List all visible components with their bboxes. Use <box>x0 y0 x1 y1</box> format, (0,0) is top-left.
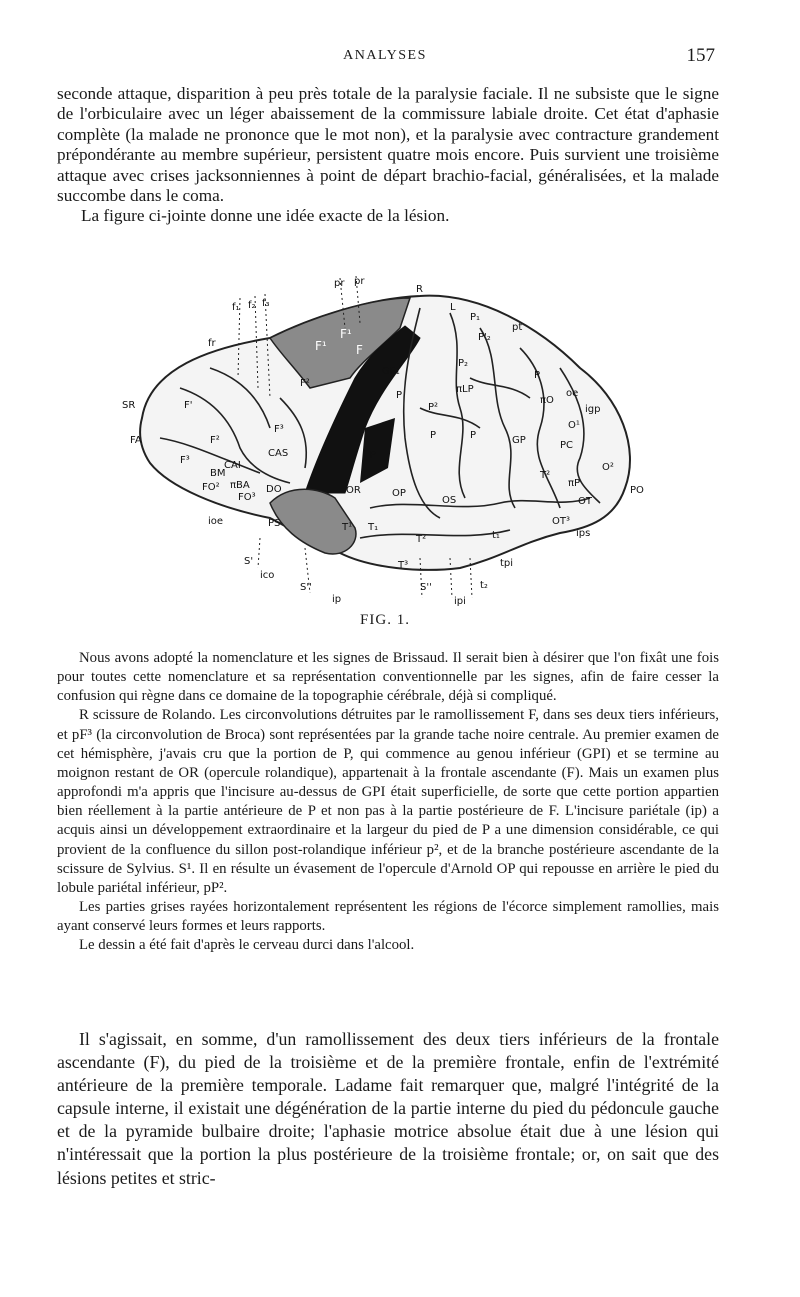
label-OR: OR <box>346 485 361 496</box>
label-fr: fr <box>208 338 216 349</box>
paragraph-continuation: seconde attaque, disparition à peu près totale de la paralysie faciale. Il ne subsiste que le signe de l'orbiculaire avec un léger abaissement de la commissure labiale droite. Cet état d'aphasie complète (la malade ne prononce que le mot non), et la paralysie avec contracture grandement prépondérante au membre supérieur, persistent quatre mois encore. Puis survient une troisième attaque avec crises jacksonniennes à point de départ brachio-facial, généralisées, et la malade succombe dans le coma. <box>57 84 719 206</box>
label-P-b: P <box>430 430 437 441</box>
label-ioe: ioe <box>208 516 224 527</box>
note-rolando: R scissure de Rolando. Les circonvolutions détruites par le ramollissement F, dans ses deux tiers inférieurs, et pF³ (la circonvolution de Broca) sont représentées par la grande tache noire centrale. Au premier examen de cet hémisphère, j'avais cru que la portion de P, qui commence au genou inférieur (GPI) et se termine au moignon restant de OR (opercule rolandique), appartenait à la frontale ascendante (F). Mais un examen plus approfondi m'a appris que l'incisure au-dessus de GPI était superficielle, de sorte que cette portion appartien bien réellement à la partie antérieure de P et non pas à la partie postérieure de F. L'incisure pariétale (ip) a acquis ainsi un développement extraordinaire et la largeur du pied de P a une dimension considérable, ce qui provient de la confluence du sillon post-rolandique inférieur p², et de la branche postérieure ascendante de la scissure de Sylvius. S¹. Il en résulte un évasement de l'opercule d'Arnold OP qui repousse en arrière le pied du lobule pariétal inférieur, pP². <box>57 707 719 896</box>
label-P-c: P <box>470 430 477 441</box>
label-P-d: P <box>534 370 541 381</box>
label-PL: πLP <box>456 384 474 395</box>
label-S3: S'' <box>420 582 432 593</box>
label-ip: ip <box>332 594 342 605</box>
label-BM: BM <box>210 468 226 479</box>
label-PO: PO <box>630 485 644 496</box>
label-ico: ico <box>260 570 275 581</box>
running-title: ANALYSES <box>343 48 427 63</box>
label-O1: O¹ <box>568 420 580 431</box>
label-Fa: F' <box>184 400 193 411</box>
label-FO2: FO² <box>202 482 220 493</box>
paragraph-figure-intro: La figure ci-jointe donne une idée exacte de la lésion. <box>81 206 450 226</box>
label-tpi: tpi <box>500 558 514 569</box>
note-nomenclature: Nous avons adopté la nomenclature et les signes de Brissaud. Il serait bien à désirer que l'on fixât une fois pour toutes cette nomenclature et sa représentation conventionnelle par les signes, afin de faire cesser la confusion qui règne dans ce domaine de la topographie cérébrale, déjà si compliqué. <box>57 650 719 705</box>
label-P2: P₂ <box>458 358 469 369</box>
label-nO: πO <box>540 395 554 406</box>
note-drawing: Le dessin a été fait d'après le cerveau durci dans l'alcool. <box>79 937 415 954</box>
label-P-e: P <box>370 450 377 461</box>
page-number: 157 <box>686 45 715 66</box>
top-paragraphs <box>57 84 719 227</box>
label-CAS: CAS <box>268 448 289 459</box>
label-O2: O² <box>602 462 614 473</box>
closing-paragraph-block <box>57 1028 719 1190</box>
label-f1: f₁ <box>232 302 240 313</box>
label-OT3: OT³ <box>552 516 570 527</box>
label-t1: t₁ <box>492 530 500 541</box>
label-T1b: T₁ <box>368 522 379 533</box>
label-SR: SR <box>122 400 136 411</box>
label-F1: F¹ <box>340 327 352 341</box>
label-Pprime: P'₂ <box>478 332 491 343</box>
label-L: L <box>450 302 456 313</box>
label-DO: DO <box>266 484 282 495</box>
label-f3: f₃ <box>262 298 270 309</box>
label-OT: OT <box>578 496 592 507</box>
brain-diagram <box>120 268 680 608</box>
label-FO3: FO³ <box>238 492 256 503</box>
label-GP1: GP₁ <box>382 366 400 377</box>
label-igp: igp <box>585 404 601 415</box>
figure-notes <box>57 649 719 956</box>
label-R: R <box>416 284 423 295</box>
label-pr2: pr <box>354 276 365 287</box>
label-GP: GP <box>512 435 526 446</box>
label-P-a: P <box>396 390 403 401</box>
label-CAI: CAI <box>224 460 241 471</box>
label-T2: T² <box>416 534 427 545</box>
label-PC: PC <box>560 440 574 451</box>
label-t2: t₂ <box>480 580 488 591</box>
label-ipi: ipi <box>454 596 466 607</box>
label-f2: f₂ <box>248 300 256 311</box>
label-P2b: P² <box>428 402 439 413</box>
figure-caption: FIG. 1. <box>360 612 410 628</box>
label-OPb: πP <box>568 478 581 489</box>
label-T2b: T² <box>540 470 551 481</box>
label-F2: F² <box>300 378 310 389</box>
label-Fprime: F¹ <box>315 339 327 353</box>
label-S: S' <box>244 556 254 567</box>
closing-paragraph: Il s'agissait, en somme, d'un ramollissement des deux tiers inférieurs de la frontale ascendante (F), du pied de la troisième et de la première frontale, enfin de l'extrémité antérieure de la première temporale. Ladame fait remarquer que, malgré l'intégrité de la capsule interne, il existait une dégénération de la partie interne du pied du pédoncule gauche et de la pyramide bulbaire droite; l'aphasie motrice absolue était due à une lésion qui n'intéressait que la portion la plus postérieure de la troisième frontale; or, on sait que des lésions petites et stric- <box>57 1029 719 1188</box>
label-F: F <box>356 343 363 357</box>
label-OP: OP <box>392 488 406 499</box>
label-oe: oe <box>566 388 579 399</box>
label-F3b: F³ <box>180 455 190 466</box>
label-FA: FA <box>130 435 142 446</box>
label-F3: F³ <box>274 424 284 435</box>
label-ips: ips <box>576 528 591 539</box>
label-P1: P₁ <box>470 312 481 323</box>
label-BA: πBA <box>230 480 250 491</box>
label-PS: PS <box>268 518 281 529</box>
page-header <box>55 45 715 72</box>
label-pr1: pr <box>334 278 345 289</box>
label-T3: T³ <box>398 560 409 571</box>
label-pt: pt <box>512 322 523 333</box>
label-F2b: F² <box>210 435 220 446</box>
label-S2: S'' <box>300 582 312 593</box>
brain-figure <box>120 268 680 638</box>
label-T1: T¹ <box>342 522 353 533</box>
label-OS: OS <box>442 495 457 506</box>
note-grey-parts: Les parties grises rayées horizontalement représentent les régions de l'écorce simplement ramollies, mais ayant conservé leurs formes et leurs rapports. <box>57 899 719 935</box>
